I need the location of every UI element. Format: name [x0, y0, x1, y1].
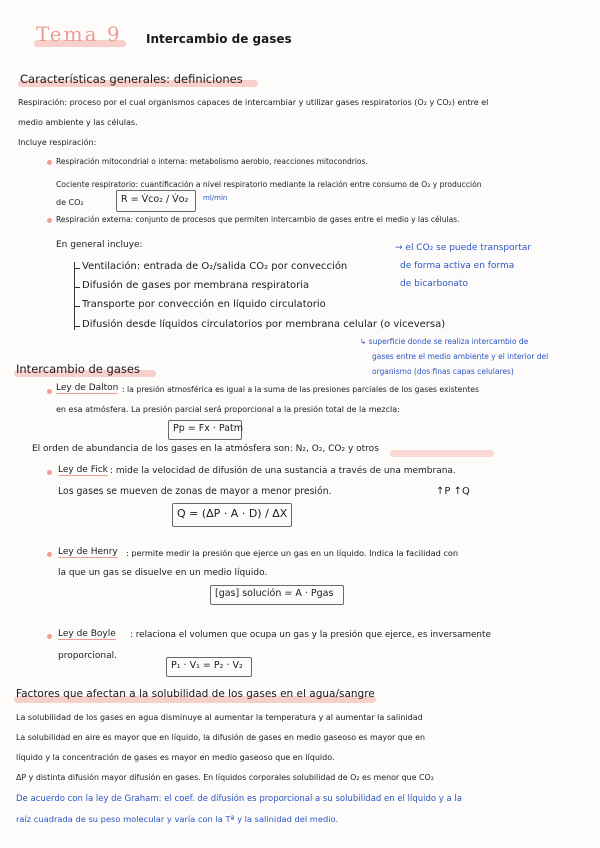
boyle-name: Ley de Boyle [58, 629, 116, 639]
topic-title: Tema 9 [36, 22, 122, 46]
list-item-difusion-celular: Difusión desde líquidos circulatorios por membrana celular (o viceversa) [82, 319, 446, 330]
list-item-ventilacion: Ventilación: entrada de O₂/salida CO₂ por convección [82, 261, 348, 272]
respiracion-definition-line2: medio ambiente y las células. [18, 118, 138, 127]
orden-abundancia: El orden de abundancia de los gases en la atmósfera son: N₂, O₂, CO₂ y otros [32, 444, 379, 454]
fick-line1: : mide la velocidad de difusión de una sustancia a través de una membrana. [110, 466, 456, 476]
surface-note-line2: gases entre el medio ambiente y el interior del [372, 352, 549, 361]
respiracion-externa: Respiración externa: conjunto de procesos que permiten intercambio de gases entre el medio y las células. [56, 215, 460, 224]
boyle-formula: P₁ · V₁ = P₂ · V₂ [171, 660, 243, 671]
section3-heading: Factores que afectan a la solubilidad de los gases en el agua/sangre [16, 688, 375, 700]
henry-name: Ley de Henry [58, 547, 118, 557]
bullet-dot [47, 552, 52, 557]
surface-note-line3: organismo (dos finas capas celulares) [372, 367, 514, 376]
cociente-units: ml/min [203, 194, 228, 202]
solubilidad-line2: La solubilidad en aire es mayor que en líquido, la difusión de gases en medio gaseoso es mayor que en [16, 733, 426, 742]
cociente-formula: R = V̇co₂ / V̇o₂ [121, 194, 189, 205]
graham-line1: De acuerdo con la ley de Graham: el coef. de difusión es proporcional a su solubilidad en el líquido y a la [16, 794, 462, 804]
dalton-name: Ley de Dalton [56, 383, 119, 393]
page-subtitle: Intercambio de gases [146, 32, 292, 46]
en-general-label: En general incluye: [56, 240, 143, 250]
respiracion-interna: Respiración mitocondrial o interna: metabolismo aerobio, reacciones mitocondrios. [56, 157, 368, 166]
dalton-line1: : la presión atmosférica es igual a la suma de las presiones parciales de los gases existentes [122, 385, 480, 394]
boyle-line1: : relaciona el volumen que ocupa un gas y la presión que ejerce, es inversamente [130, 630, 491, 640]
list-item-difusion-membrana: Difusión de gases por membrana respiratoria [82, 280, 310, 291]
henry-line1: : permite medir la presión que ejerce un gas en un líquido. Indica la facilidad con [126, 548, 459, 558]
side-note-line2: de forma activa en forma [400, 261, 515, 271]
bullet-dot [47, 160, 52, 165]
solubilidad-line1: La solubilidad de los gases en agua disminuye al aumentar la temperatura y al aumentar la salinidad [16, 713, 423, 722]
surface-note-line1: ↳ superficie donde se realiza intercambio de [360, 337, 529, 346]
list-bracket [74, 262, 75, 330]
side-note-line3: de bicarbonato [400, 279, 468, 289]
list-tick [74, 268, 80, 269]
bullet-dot [47, 470, 52, 475]
orden-highlight [390, 450, 494, 457]
bullet-dot [47, 634, 52, 639]
bullet-dot [47, 218, 52, 223]
cociente-line1: Cociente respiratorio: cuantificación a nivel respiratorio mediante la relación entre consumo de O₂ y producción [56, 180, 482, 189]
bullet-dot [47, 389, 52, 394]
solubilidad-line4: ΔP y distinta difusión mayor difusión en gases. En líquidos corporales solubilidad de O₂ es menor que CO₂ [16, 773, 434, 782]
dalton-formula: Pp = Fx · Patm [173, 423, 244, 434]
henry-line2: la que un gas se disuelve en un medio líquido. [58, 568, 268, 578]
fick-line2: Los gases se mueven de zonas de mayor a menor presión. [58, 486, 332, 497]
section1-heading: Características generales: definiciones [20, 72, 243, 86]
incluye-label: Incluye respiración: [18, 138, 97, 147]
list-item-transporte: Transporte por convección en líquido circulatorio [82, 299, 326, 310]
section2-heading: Intercambio de gases [16, 362, 140, 376]
side-note-line1: → el CO₂ se puede transportar [395, 243, 532, 253]
list-tick [74, 306, 80, 307]
respiracion-definition-line1: Respiración: proceso por el cual organismos capaces de intercambiar y utilizar gases respiratorios (O₂ y CO₂) entre el [18, 98, 489, 107]
list-tick [74, 287, 80, 288]
dalton-line2: en esa atmósfera. La presión parcial será proporcional a la presión total de la mezcla: [56, 405, 400, 414]
graham-line2: raíz cuadrada de su peso molecular y varía con la Tª y la salinidad del medio. [16, 814, 339, 824]
solubilidad-line3: líquido y la concentración de gases es mayor en medio gaseoso que en líquido. [16, 753, 335, 762]
list-tick [74, 326, 80, 327]
henry-formula: [gas] solución = A · Pgas [215, 588, 334, 599]
cociente-line2: de CO₂ [56, 198, 84, 207]
fick-formula: Q = (ΔP · A · D) / ΔX [177, 507, 288, 520]
fick-arrows: ↑P ↑Q [436, 486, 470, 497]
fick-name: Ley de Fick [58, 465, 108, 475]
boyle-line2: proporcional. [58, 651, 117, 661]
